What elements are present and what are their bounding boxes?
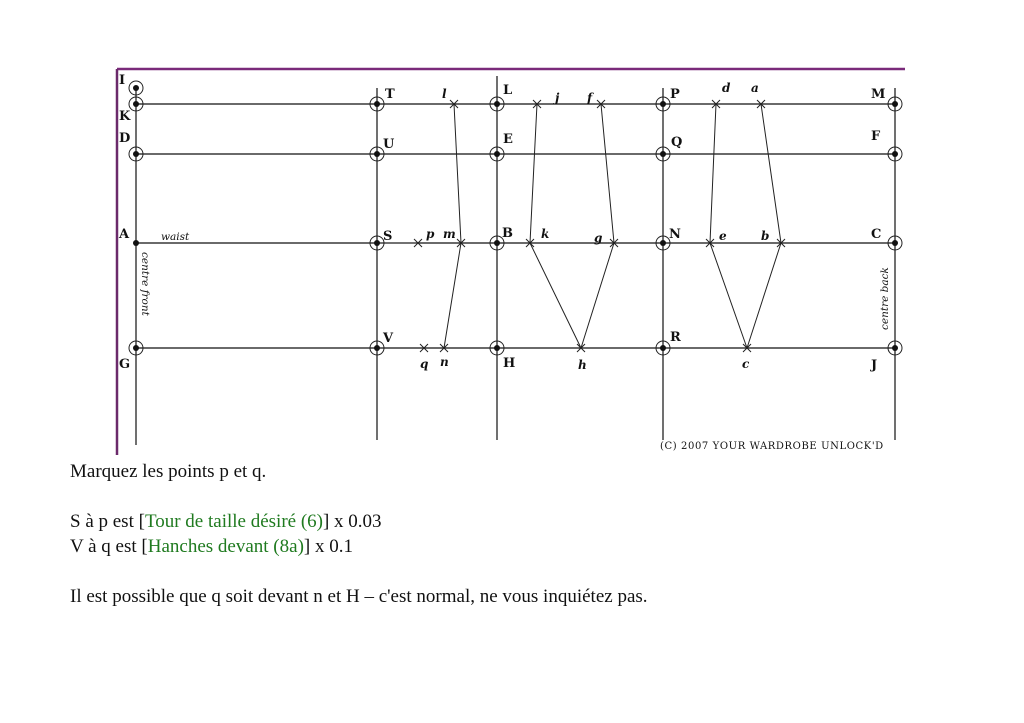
label-B: B [502, 226, 513, 241]
label-C: C [871, 227, 882, 242]
centre-front-label: centre front [139, 252, 151, 316]
label-T: T [385, 87, 395, 102]
label-j: j [555, 91, 560, 105]
dart-l-m-n [444, 104, 461, 348]
label-A: A [119, 227, 130, 242]
label-G: G [119, 357, 131, 372]
label-e: e [719, 229, 727, 243]
label-K: K [119, 109, 131, 124]
label-m: m [443, 227, 456, 241]
instruction-line-3 [70, 535, 353, 559]
label-E: E [503, 132, 513, 147]
label-U: U [383, 137, 395, 152]
centre-back-label: centre back [879, 267, 891, 330]
label-k: k [541, 227, 550, 241]
dart-f-g-h [581, 104, 614, 348]
label-I: I [119, 73, 126, 88]
v-to-q-suffix: ] x 0.1 [303, 536, 353, 557]
label-a: a [751, 81, 759, 95]
label-b: b [761, 229, 770, 243]
label-V: V [383, 331, 394, 346]
front-hip-measurement-link[interactable]: Hanches devant (8a) [147, 536, 304, 557]
label-J: J [871, 358, 878, 373]
instruction-line-2 [70, 510, 382, 534]
copyright-text: (C) 2007 YOUR WARDROBE UNLOCK'D [660, 441, 884, 452]
label-c: c [742, 357, 750, 371]
label-Q: Q [671, 135, 683, 150]
label-l: l [442, 87, 447, 101]
v-to-q-prefix: V à q est [ [70, 536, 148, 557]
dart-a-b-c [747, 104, 781, 348]
point-A-marker [133, 240, 139, 246]
s-to-p-prefix: S à p est [ [70, 511, 145, 532]
s-to-p-suffix: ] x 0.03 [322, 511, 382, 532]
label-d: d [722, 81, 731, 95]
label-P: P [670, 87, 680, 102]
label-M: M [871, 87, 886, 102]
label-S: S [383, 229, 393, 244]
label-D: D [119, 131, 131, 146]
label-h: h [578, 358, 587, 372]
label-R: R [670, 330, 681, 345]
label-F: F [871, 129, 881, 144]
label-N: N [669, 227, 681, 242]
instruction-line-4 [70, 585, 648, 609]
label-L: L [503, 83, 513, 98]
waist-label: waist [161, 231, 190, 243]
instruction-mark-points: Marquez les points p et q. [70, 461, 267, 482]
cross-marks [414, 100, 785, 352]
label-q: q [420, 357, 429, 371]
instruction-note: Il est possible que q soit devant n et H – c'est normal, ne vous inquiétez pas. [70, 586, 648, 607]
label-p: p [426, 227, 435, 241]
instruction-line-1 [70, 460, 266, 484]
label-n: n [440, 355, 449, 369]
label-H: H [503, 356, 516, 371]
label-g: g [594, 231, 603, 245]
dart-d-e-c [710, 104, 747, 348]
label-f: f [587, 91, 593, 105]
dart-j-k-h [530, 104, 581, 348]
waist-measurement-link[interactable]: Tour de taille désiré (6) [144, 511, 323, 532]
